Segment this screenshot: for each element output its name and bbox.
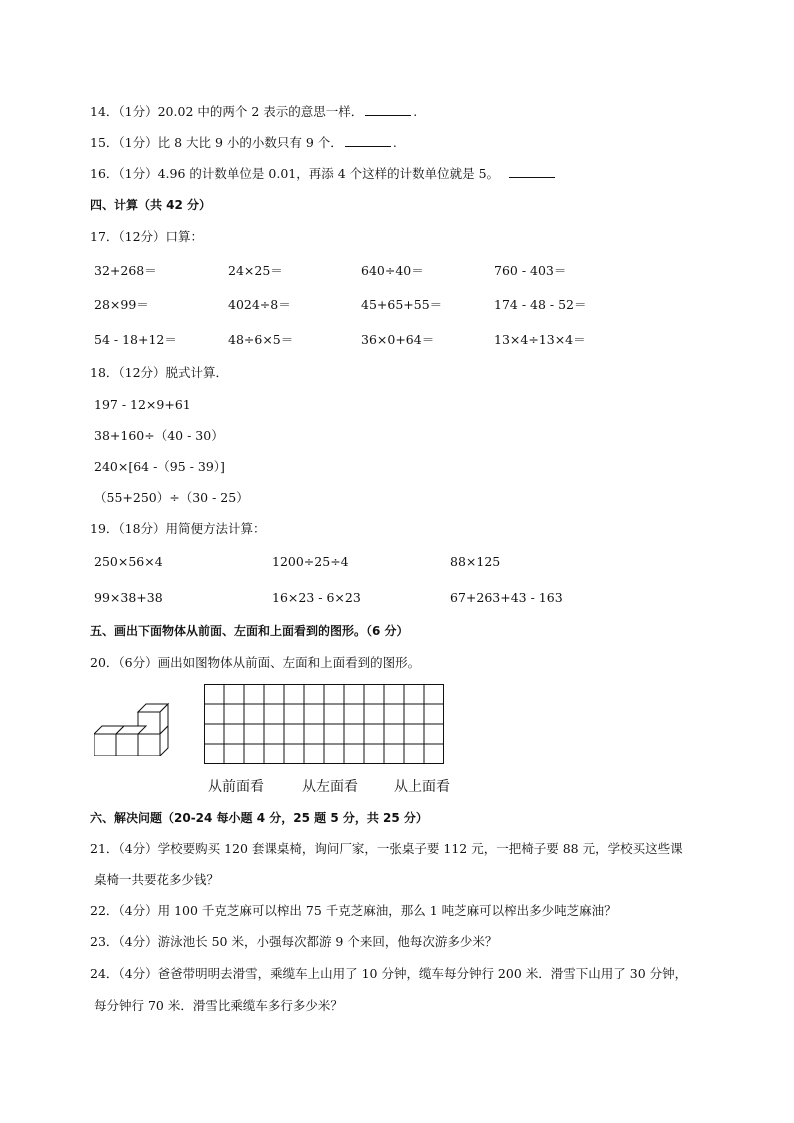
question-text: 比 8 大比 9 小的小数只有 9 个． — [157, 135, 343, 150]
simple-calc-item: 16×23 - 6×23 — [272, 590, 361, 605]
answer-blank[interactable] — [509, 165, 555, 178]
question-14 — [90, 103, 417, 121]
simple-calc-item: 1200÷25÷4 — [272, 554, 349, 569]
question-text: 20.02 中的两个 2 表示的意思一样． — [157, 104, 364, 119]
oral-calc-item: 640÷40＝ — [361, 263, 424, 278]
section-heading-5: 五、画出下面物体从前面、左面和上面看到的图形。（6 分） — [90, 624, 409, 638]
oral-calc-item: 24×25＝ — [228, 263, 283, 278]
question-15 — [90, 134, 397, 152]
section-heading-6: 六、解决问题（20-24 每小题 4 分，25 题 5 分，共 25 分） — [90, 811, 428, 825]
question-19-title: 19．（18分）用简便方法计算： — [90, 521, 266, 536]
question-text: 4.96 的计数单位是 0.01，再添 4 个这样的计数单位就是 5。 — [157, 166, 500, 181]
oral-calc-item: 174 - 48 - 52＝ — [494, 297, 587, 312]
oral-calc-item: 13×4÷13×4＝ — [494, 332, 586, 347]
view-label-front: 从前面看 — [208, 779, 264, 795]
simple-calc-item: 88×125 — [450, 554, 501, 569]
view-label-top: 从上面看 — [394, 779, 450, 795]
simple-calc-item: 99×38+38 — [94, 590, 163, 605]
oral-calc-item: 4024÷8＝ — [228, 297, 291, 312]
stepwise-calc-item: 240×[64 -（95 - 39）] — [94, 459, 225, 474]
question-18-title: 18．（12分）脱式计算． — [90, 365, 229, 380]
oral-calc-item: 760 - 403＝ — [494, 263, 567, 278]
oral-calc-item: 28×99＝ — [94, 297, 149, 312]
oral-calc-item: 48÷6×5＝ — [228, 332, 294, 347]
stepwise-calc-item: （55+250）÷（30 - 25） — [94, 490, 249, 505]
stepwise-calc-item: 197 - 12×9+61 — [94, 397, 191, 412]
view-label-left: 从左面看 — [302, 779, 358, 795]
answer-blank[interactable] — [365, 103, 411, 116]
question-tail: . — [392, 135, 397, 150]
question-21-line2: 桌椅一共要花多少钱？ — [94, 872, 220, 887]
question-number: 15．（1分） — [90, 135, 158, 150]
question-24-line1: 24．（4分）爸爸带明明去滑雪，乘缆车上山用了 10 分钟，缆车每分钟行 200 米．滑雪下山用了 30 分钟， — [90, 966, 688, 981]
simple-calc-item: 250×56×4 — [94, 554, 163, 569]
cube-stack-figure — [94, 700, 170, 756]
question-16 — [90, 165, 557, 183]
question-17-title: 17．（12分）口算： — [90, 229, 204, 244]
stepwise-calc-item: 38+160÷（40 - 30） — [94, 428, 224, 443]
question-23: 23．（4分）游泳池长 50 米，小强每次都游 9 个来回，他每次游多少米？ — [90, 934, 498, 949]
simple-calc-item: 67+263+43 - 163 — [450, 590, 563, 605]
question-20-title: 20．（6分）画出如图物体从前面、左面和上面看到的图形。 — [90, 655, 421, 670]
oral-calc-item: 54 - 18+12＝ — [94, 332, 177, 347]
oral-calc-item: 32+268＝ — [94, 263, 157, 278]
question-number: 14．（1分） — [90, 104, 158, 119]
question-tail: . — [413, 104, 418, 119]
drawing-grid[interactable] — [204, 684, 444, 764]
oral-calc-item: 45+65+55＝ — [361, 297, 443, 312]
question-number: 16．（1分） — [90, 166, 158, 181]
oral-calc-item: 36×0+64＝ — [361, 332, 435, 347]
answer-blank[interactable] — [345, 134, 391, 147]
question-22: 22．（4分）用 100 千克芝麻可以榨出 75 千克芝麻油，那么 1 吨芝麻可以榨出多少吨芝麻油？ — [90, 903, 617, 918]
question-24-line2: 每分钟行 70 米．滑雪比乘缆车多行多少米？ — [94, 998, 343, 1013]
question-21-line1: 21．（4分）学校要购买 120 套课桌椅，询问厂家，一张桌子要 112 元，一把椅子要 88 元，学校买这些课 — [90, 841, 683, 856]
section-heading-4: 四、计算（共 42 分） — [90, 198, 212, 212]
